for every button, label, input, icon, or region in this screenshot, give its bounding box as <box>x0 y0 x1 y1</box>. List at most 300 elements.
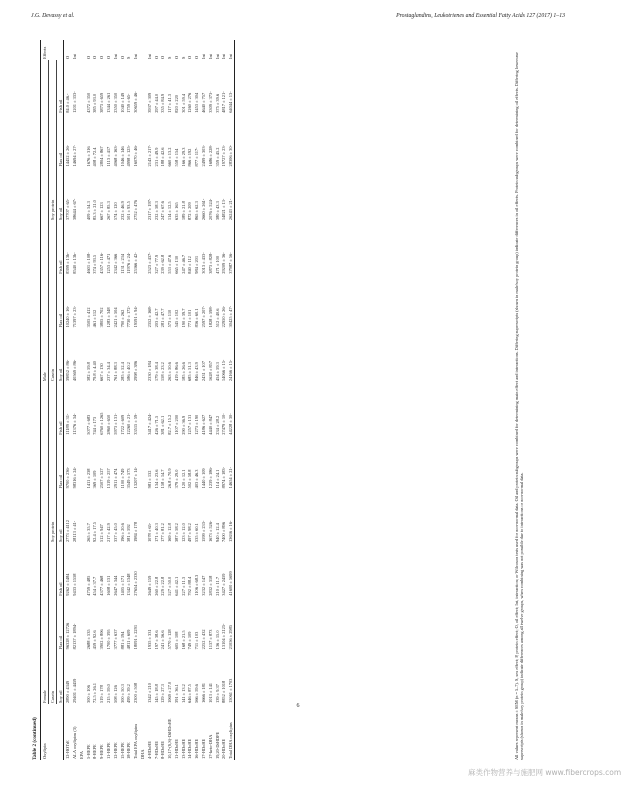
oxylipin-name: 13-HDoHE <box>180 738 186 759</box>
table-cell: 85.3 ± 21.0 <box>92 200 98 221</box>
table-cell: 4817 ± 121- <box>221 91 227 113</box>
table-cell: 26243 ± 21- <box>227 167 234 221</box>
rotated-table-area <box>30 40 550 760</box>
table-cell: 1260 ± 276 <box>187 92 193 113</box>
table-row <box>112 40 119 760</box>
table-cell: 189 ± 21.8 <box>180 201 186 221</box>
table-row <box>64 40 71 760</box>
table-cell: 877 ± 117- <box>194 147 200 167</box>
table-cell: 3549 ± 573 <box>126 468 132 489</box>
effect-cell: O <box>106 55 112 59</box>
table-cell: 27479 ± 10- <box>221 413 227 435</box>
effect-cell: Int <box>200 54 206 59</box>
oil-header: Soy oil <box>56 328 64 382</box>
table-cell: 508 ± 126 <box>112 685 118 703</box>
table-cell: 2342 ± 366 <box>112 253 118 274</box>
group-label: EPA <box>78 751 84 759</box>
table-cell: 1273 ± 190 <box>194 414 200 435</box>
effect-cell: Int <box>227 40 234 60</box>
table-cell: 771 ± 101 <box>187 309 193 328</box>
table-cell: 14694 ± 27- <box>72 145 78 167</box>
table-cell: 24166 ± 15- <box>227 328 234 382</box>
table-cell: 15061 ± 1703 <box>227 650 234 704</box>
table-cell: 391 ± 36.1 <box>173 684 179 703</box>
table-cell: 1700 ± 395 <box>106 629 112 650</box>
table-cell: 4640 ± 757 <box>200 92 206 113</box>
effect-cell: O <box>173 55 179 59</box>
oxylipin-name: 18-HEPE <box>126 742 132 759</box>
table-cell: 9700 ± 236- <box>65 466 71 489</box>
oxylipin-name: Total DHA oxylipins <box>227 704 234 760</box>
oil-header: Fish oil <box>56 382 64 436</box>
table-cell: 290 ± 36.9 <box>180 415 186 435</box>
table-row <box>71 40 78 760</box>
table-cell: 984 ± 201 <box>194 255 200 274</box>
table-cell: 981 ± 132 <box>146 470 152 489</box>
table-cell: 117 ± 41.3 <box>167 94 173 113</box>
oxylipin-name: 8-HDoHE <box>160 740 166 759</box>
oxylipin-table <box>40 40 235 760</box>
table-cell: 12260 ± 21- <box>126 413 132 435</box>
table-cell: 177 ± 81.2 <box>160 523 166 543</box>
table-cell: 2998 ± 386 <box>133 361 139 382</box>
table-cell: 586 ± 40.2 <box>126 362 132 382</box>
table-cell: 38644 ± 67- <box>72 198 78 221</box>
table-cell: 41600 ± 5699 <box>227 543 234 597</box>
table-cell: 1106 ± 68.3 <box>194 574 200 596</box>
table-cell: 190 ± 39.7 <box>180 308 186 328</box>
table-row <box>105 40 112 760</box>
table-cell: 3873 ± 659 <box>99 92 105 113</box>
table-cell: 327 ± 77.9 <box>153 254 159 274</box>
table-cell: 3427 ± 2459 <box>221 573 227 596</box>
table-cell: 8399 ± 13b- <box>65 252 71 274</box>
table-cell: 82.7 ± 15.2 <box>167 414 173 435</box>
table-cell: 9262 ± 1484 <box>65 573 71 596</box>
table-cell: 2317 ± 197- <box>146 198 152 221</box>
oxylipin-name: Total EPA oxylipins <box>133 723 139 759</box>
table-cell: 1599 ± 233- <box>200 520 206 543</box>
table-cell: 114 ± 12.5 <box>167 201 173 221</box>
table-title: Table 2 (continued) <box>32 717 38 760</box>
table-cell: 241 ± 56.6 <box>160 630 166 650</box>
table-cell: 139 ± 9.37 <box>214 684 220 703</box>
effect-cell: S <box>180 56 186 59</box>
table-cell: 459 ± 92.6 <box>92 630 98 650</box>
effect-cell: O <box>194 55 200 59</box>
table-cell: 265 ± 35.7 <box>85 523 91 543</box>
table-cell: 2660 ± 261- <box>200 198 206 221</box>
table-row <box>125 40 132 760</box>
oxylipin-name: 12-HEPE <box>112 742 118 759</box>
table-cell: 4372 ± 350 <box>85 92 91 113</box>
table-cell: 2431 ± 107 <box>200 361 206 382</box>
table-cell: 566 ± 59.6 <box>194 684 200 703</box>
table-cell: 2832 ± 318 <box>207 575 213 596</box>
table-cell: 21056 ± 2985 <box>227 597 234 651</box>
table-cell: 79.8 ± 4.40 <box>92 361 98 382</box>
table-cell: 846 ± 43.9 <box>194 362 200 382</box>
table-cell: 665 ± 130 <box>173 255 179 274</box>
table-cell: 134 ± 23.6 <box>153 469 159 489</box>
table-cell: 385 ± 93.0 <box>92 93 98 113</box>
table-cell: 403 ± 46.3 <box>194 469 200 489</box>
table-cell: 129 ± 27.3 <box>160 684 166 703</box>
table-cell: 37987 ± 56- <box>227 221 234 275</box>
table-cell: 8540 ± 13b- <box>72 252 78 274</box>
table-cell: 227 ± 11.3 <box>180 576 186 596</box>
table-cell: 229 ± 22.8 <box>160 576 166 596</box>
table-cell: 169 ± 12.8 <box>167 523 173 543</box>
table-cell: 7730 ± 172- <box>126 305 132 328</box>
oxylipin-name: 17-HDoHE <box>200 738 206 759</box>
table-cell: 145 ± 18.8 <box>153 684 159 703</box>
oil-header: Flax oil <box>56 114 64 168</box>
table-header <box>41 40 64 760</box>
table-cell: 1319 ± 257 <box>106 468 112 489</box>
table-cell: 1107 ± 200 <box>173 414 179 435</box>
table-cell: 267 ± 85.3 <box>106 201 112 221</box>
table-cell: 2860 ± 650 <box>106 414 112 435</box>
table-cell: 337 ± 45.0 <box>112 523 118 543</box>
table-cell: 369 ± 109 <box>92 470 98 489</box>
table-row <box>200 40 207 760</box>
table-cell: 210 ± 11.7 <box>214 576 220 596</box>
watermark: 麻类作物营养与施肥网 www.fibercrops.com <box>468 768 621 777</box>
table-cell: 2352 ± 168- <box>146 305 152 328</box>
table-cell: 185 ± 26.6 <box>180 362 186 382</box>
effect-cell: O <box>85 55 91 59</box>
table-cell: 872 ± 209 <box>187 202 193 221</box>
table-cell: 98316 ± 24- <box>72 466 78 489</box>
table-cell: 1608 ± 131 <box>106 575 112 596</box>
table-cell: 14066 ± 15- <box>221 359 227 382</box>
table-cell: 711 ± 103 <box>194 631 200 650</box>
table-cell: 37707 ± 65- <box>65 198 71 221</box>
table-row <box>180 40 187 760</box>
table-cell: 387 ± 58.2 <box>173 523 179 543</box>
effect-cell: O <box>160 55 166 59</box>
table-row <box>153 40 160 760</box>
table-cell: 29401 ± 4459 <box>72 678 78 703</box>
table-cell: 123 ± 12.0 <box>180 523 186 543</box>
table-cell: 18091 ± 2291 <box>133 624 139 650</box>
table-cell: 8974 ± 183- <box>221 466 227 489</box>
effect-cell: O <box>92 55 98 59</box>
table-cell: 14654 ± 21- <box>227 436 234 490</box>
table-cell: 761 ± 88.3 <box>112 362 118 382</box>
effect-cell: O <box>65 55 71 59</box>
table-cell: 263 ± 50.6 <box>167 362 173 382</box>
page-number: 6 <box>296 703 300 709</box>
oil-header: Fish oil <box>56 221 64 275</box>
table-cell: 375 ± 39.6 <box>214 93 220 113</box>
table-group-row <box>139 40 146 760</box>
table-cell: 7400 ± 896 <box>221 522 227 543</box>
table-cell: 158 ± 23.2 <box>160 362 166 382</box>
oxylipin-name: 17-keto-DHA <box>207 734 213 759</box>
oil-header: Flax oil <box>56 275 64 329</box>
table-cell: 114 ± 24.1 <box>214 469 220 489</box>
running-head-authors: J.G. Devassy et al. <box>31 13 75 19</box>
table-cell: 247 ± 67.6 <box>160 201 166 221</box>
table-cell: 426 ± 71.5 <box>153 415 159 435</box>
table-cell: 300 ± 106 <box>85 685 91 703</box>
table-cell: 667 ± 130 <box>99 363 105 382</box>
table-cell: 141 ± 13.2 <box>180 684 186 703</box>
table-cell: 22950 ± 26- <box>221 305 227 328</box>
oxylipin-name: 7-HDoHE <box>153 740 159 759</box>
oxylipin-name: 9-HEPE <box>99 744 105 759</box>
table-cell: 5770 ± 128 <box>167 629 173 650</box>
table-cell: 2911 ± 474 <box>112 468 118 489</box>
table-cell: 19727 ± 23- <box>221 145 227 167</box>
table-cell: 1342 ± 1348 <box>126 573 132 596</box>
table-row <box>159 40 166 760</box>
table-cell: 4811 ± 609 <box>126 629 132 650</box>
table-cell: 30425 ± 47- <box>227 275 234 329</box>
table-cell: 247 ± 46.7 <box>180 254 186 274</box>
running-head-journal: Prostaglandins, Leukotrienes and Essential Fatty Acids 127 (2017) 1–13 <box>396 13 565 19</box>
table-cell: 660 ± 13.2 <box>167 147 173 167</box>
table-cell: 1935 ± 331 <box>146 629 152 650</box>
table-cell: 168 ± 21.5 <box>180 630 186 650</box>
effect-cell: S <box>126 56 132 59</box>
oxylipin-name: 5-HEPE <box>85 744 91 759</box>
table-cell: 381 ± 62.1 <box>160 415 166 435</box>
table-cell: 646 ± 87.5 <box>187 684 193 703</box>
effect-cell: O <box>119 55 125 59</box>
table-body <box>64 40 235 760</box>
effect-cell: Int <box>146 54 152 59</box>
table-row <box>146 40 153 760</box>
table-cell: 2300 ± 508 <box>133 683 139 703</box>
table-cell: 13207 ± 14- <box>133 466 139 489</box>
table-cell: 96328 ± 12726 <box>65 622 71 650</box>
table-group-row <box>78 40 85 760</box>
table-row <box>166 40 173 760</box>
table-cell: 2076 ± 524- <box>207 198 213 221</box>
oxylipin-name: ALA oxylipins (3) <box>72 726 78 759</box>
effect-cell: S <box>167 56 173 59</box>
oxylipin-name: 12-HOTrE <box>65 740 71 759</box>
table-cell: 3309 ± 373- <box>207 91 213 113</box>
table-cell: 188 ± 42.6 <box>160 147 166 167</box>
table-row <box>91 40 98 760</box>
effect-cell: Int <box>112 54 118 59</box>
protein-header-soy-female: Soy protein <box>48 382 56 543</box>
protein-header-casein-male: Casein <box>48 221 56 382</box>
table-cell: 1283 ± 348 <box>106 307 112 328</box>
oxylipin-name: 19,20-DiHDPE <box>214 731 220 759</box>
table-row <box>132 40 139 760</box>
table-cell: 4186 ± 627 <box>200 414 206 435</box>
table-cell: 881 ± 194 <box>119 631 125 650</box>
table-cell: 379 ± 29.0 <box>173 469 179 489</box>
table-cell: 203 ± 42.7 <box>153 308 159 328</box>
table-cell: 1828 ± 598- <box>207 305 213 328</box>
effect-cell: O <box>99 55 105 59</box>
table-cell: 136 ± 15.0 <box>214 630 220 650</box>
table-cell: 14821 ± 13- <box>221 198 227 221</box>
table-cell: 300 ± 50.3 <box>119 684 125 703</box>
oil-header: Soy oil <box>56 489 64 543</box>
table-cell: 4377 ± 468 <box>99 575 105 596</box>
table-cell: 27654 ± 2330 <box>133 571 139 596</box>
table-row <box>207 40 214 760</box>
table-cell: 502 ± 58.8 <box>187 469 193 489</box>
table-cell: 685 ± 51.3 <box>187 362 193 382</box>
oil-header: Fish oil <box>56 60 64 114</box>
table-cell: 2330 ± 184 <box>146 361 152 382</box>
table-cell: 2499 ± 303- <box>200 145 206 167</box>
table-cell: 535 ± 60.1 <box>194 523 200 543</box>
table-cell: 381 ± 592 <box>126 524 132 543</box>
table-cell: 2523 ± 437- <box>146 252 152 274</box>
oxylipin-name: 11-HEPE <box>106 742 112 759</box>
table-cell: 281 ± 47.7 <box>160 308 166 328</box>
group-label: DHA <box>139 749 145 759</box>
oil-header: Fish oil <box>56 543 64 597</box>
table-cell: 1722 ± 609 <box>119 414 125 435</box>
table-cell: 4357 ± 116- <box>99 252 105 274</box>
table-cell: 471 ± 100 <box>214 255 220 274</box>
table-cell: 2773 ± 4112 <box>65 520 71 543</box>
oil-header: Flax oil <box>56 436 64 490</box>
table-cell: 4068 ± 163- <box>112 145 118 167</box>
table-cell: 1984 ± 178 <box>133 522 139 543</box>
table-cell: 10240 ± 16- <box>65 305 71 328</box>
table-cell: 380 ± 43.3 <box>214 201 220 221</box>
table-cell: 297 ± 44.0 <box>153 93 159 113</box>
table-cell: 30659 ± 46- <box>133 91 139 113</box>
table-cell: 359 ± 45.2 <box>214 147 220 167</box>
table-cell: 44228 ± 30- <box>227 382 234 436</box>
table-cell: 4601 ± 108- <box>85 252 91 274</box>
table-row <box>227 40 234 760</box>
table-cell: 641 ± 42.1 <box>173 576 179 596</box>
table-cell: 39852 ± 86- <box>65 359 71 382</box>
table-cell: 2752 ± 476 <box>133 200 139 221</box>
table-cell: 840 ± 112 <box>187 256 193 274</box>
table-cell: 2688 ± 535 <box>85 629 91 650</box>
table-cell: 820 ± 220 <box>173 95 179 113</box>
table-cell: 836 ± 60.1 <box>194 308 200 328</box>
table-cell: 1405 ± 171 <box>119 575 125 596</box>
oxylipin-name: 16-HDoHE <box>194 738 200 759</box>
table-cell: 1201 ± 333- <box>72 91 78 113</box>
table-cell: 28306 ± 30- <box>227 114 234 168</box>
table-row <box>220 40 227 760</box>
table-cell: 64044 ± 13- <box>227 60 234 114</box>
table-cell: 171 ± 40.3 <box>153 523 159 543</box>
table-cell: 11189 ± 31- <box>65 413 71 435</box>
table-cell: 940 ± 12.4 <box>214 523 220 543</box>
table-cell: 197 ± 38.6 <box>153 630 159 650</box>
oxylipin-name: 14-HDoHE <box>187 738 193 759</box>
effect-cell: O <box>187 55 193 59</box>
table-cell: 3417 ± 424- <box>146 413 152 435</box>
table-cell: 1759 ± 65- <box>126 93 132 113</box>
table-cell: 215 ± 59.0 <box>106 684 112 703</box>
table-cell: 3232 ± 147 <box>200 575 206 596</box>
oxylipin-name: 8-HEPE <box>92 744 98 759</box>
table-row <box>193 40 200 760</box>
protein-header-casein-female: Casein <box>48 543 56 704</box>
table-cell: 285 ± 52.4 <box>119 362 125 382</box>
table-cell: 1673 ± 526- <box>207 520 213 543</box>
table-cell: 1239 ± 186- <box>207 466 213 489</box>
table-cell: 2649 ± 159 <box>146 575 152 596</box>
effect-cell: Int <box>133 54 139 59</box>
table-cell: 408 ± 72.4 <box>92 147 98 167</box>
table-cell: 4998 ± 125- <box>126 145 132 167</box>
table-cell: 4759 ± 485 <box>85 575 91 596</box>
table-cell: 84.0 ± 46.- <box>65 93 71 113</box>
table-cell: 605 ± 108 <box>173 631 179 650</box>
oil-header: Flax oil <box>56 597 64 651</box>
table-cell: 545 ± 102 <box>173 309 179 328</box>
table-cell: 19591 ± 94- <box>133 305 139 328</box>
sex-header-male: Male <box>41 60 49 382</box>
table-cell: 239 ± 62.8 <box>160 254 166 274</box>
table-cell: 3505 ± 412 <box>85 307 91 328</box>
table-cell: 744 ± 173 <box>92 416 98 435</box>
table-row <box>173 40 180 760</box>
table-cell: 158 ± 14.7 <box>160 469 166 489</box>
table-cell: 1666 ± 181 <box>200 683 206 703</box>
effect-cell: Int <box>214 54 220 59</box>
table-cell: 499 ± 39.2 <box>126 684 132 703</box>
table-cell: 1253 ± 471 <box>106 253 112 274</box>
table-cell: 16070 ± 46- <box>133 145 139 167</box>
table-cell: 667 ± 123 <box>99 202 105 221</box>
table-cell: 527 ± 50.0 <box>167 576 173 596</box>
table-cell: 374 ± 93.5 <box>92 254 98 274</box>
table-cell: 454 ± 59.3 <box>214 362 220 382</box>
oxylipin-name: 20-HDoHE <box>221 738 227 759</box>
table-cell: 166 ± 29.3 <box>180 147 186 167</box>
table-cell: 179 ± 38.4 <box>153 362 159 382</box>
table-cell: 13104 ± 2125- <box>221 623 227 650</box>
table-cell: 454 ± 37.7 <box>92 576 98 596</box>
table-cell: 29209 ± 36- <box>221 252 227 274</box>
table-row <box>85 40 92 760</box>
table-cell: 553 ± 47.6 <box>167 254 173 274</box>
table-cell: 8852 ± 1018 <box>221 680 227 703</box>
table-footnote: All values represent means ± SEM (n = 5–7). S, sex effect; P, protein effect; O, oil effect; Int, interaction; or Wilcoxon tests used for non-normal data. Oil and protein subgroups were combined for determining main effect and interactions. Differing superscripts (shown in male/soy protein group) indicate differences in oil effects. Protein subgroups were combined for determining oil effects. Differing lowercase superscripts (shown in male/soy protein group) indicate differences among all twelve groups, when combining was not possible due to interactions or non-normal data. <box>514 52 525 760</box>
table-cell: 792 ± 88.4 <box>187 576 193 596</box>
table-cell: 4440 ± 847 <box>207 414 213 435</box>
table-cell: 409 ± 54.3 <box>85 201 91 221</box>
table-cell: 231 ± 49.9 <box>153 147 159 167</box>
oxylipin-name: 4-HDoHE <box>146 740 152 759</box>
table-cell: 1453 ± 304 <box>194 92 200 113</box>
effect-cell: O <box>153 55 159 59</box>
table-row <box>98 40 105 760</box>
oxylipin-name: 10,17-(S,S)-DiHDoHE <box>167 718 173 759</box>
table-cell: 237 ± 34.4 <box>106 362 112 382</box>
table-cell: 5077 ± 683 <box>85 414 91 435</box>
effect-cell: Int <box>221 54 227 59</box>
table-cell: 301 ± 59.4 <box>180 93 186 113</box>
table-cell: 497 ± 98.2 <box>187 523 193 543</box>
table-cell: 1040 ± 149 <box>119 92 125 113</box>
table-cell: 1440 ± 109 <box>200 468 206 489</box>
table-cell: 2421 ± 504 <box>112 307 118 328</box>
table-cell: 71397 ± 23- <box>72 305 78 328</box>
table-cell: 1131 ± 234 <box>119 253 125 274</box>
